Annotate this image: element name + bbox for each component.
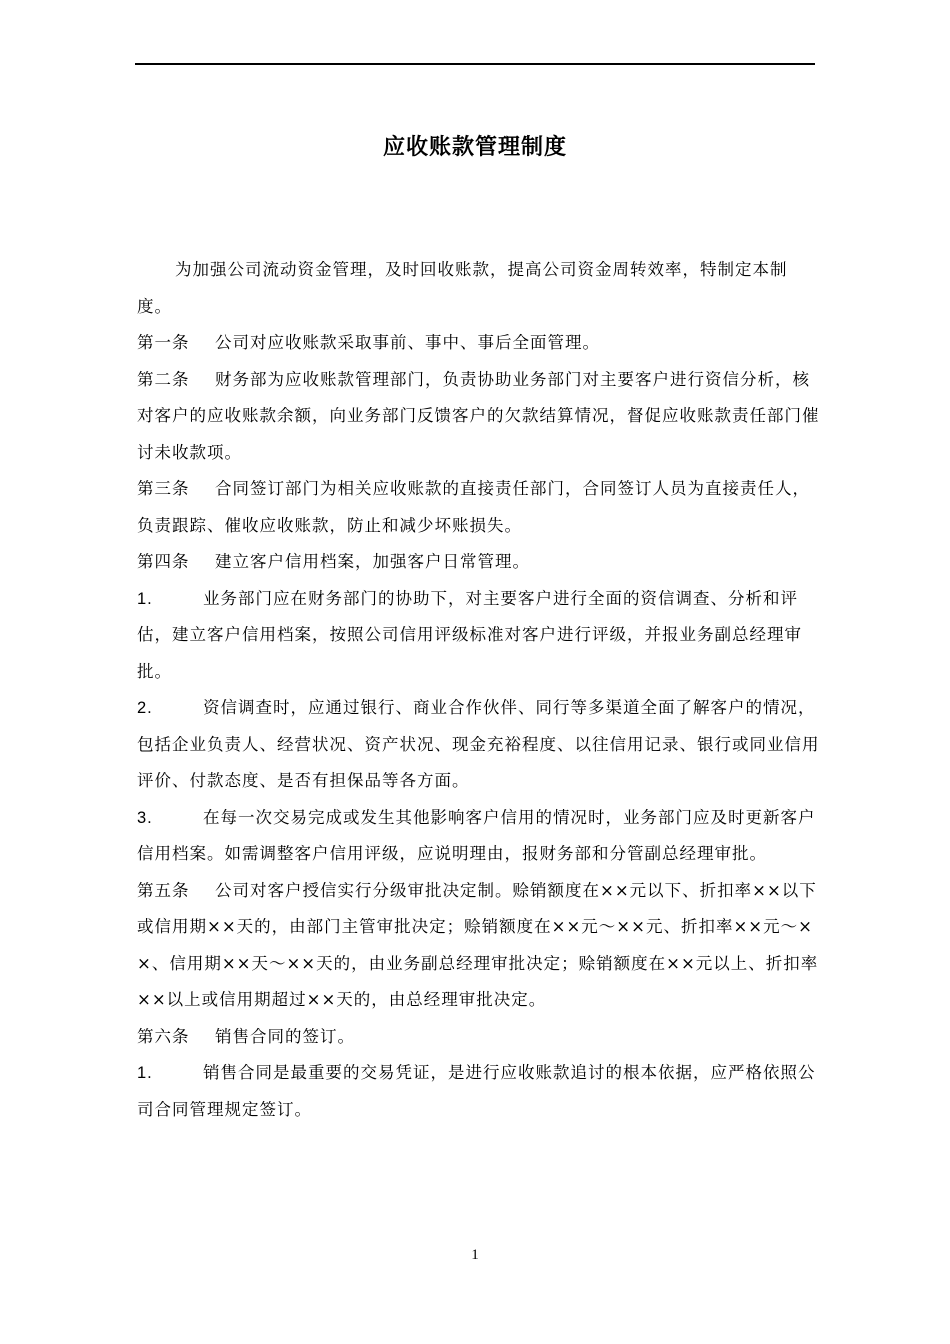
- item-number: 1.: [137, 1064, 153, 1082]
- article-label: 第三条: [137, 479, 190, 498]
- article-4: [137, 544, 822, 581]
- article-label: 第四条: [137, 552, 190, 571]
- article-4-item-3: [137, 800, 822, 873]
- article-label: 第五条: [137, 880, 190, 900]
- article-6: [137, 1019, 822, 1056]
- article-4-item-1: [137, 581, 822, 691]
- item-text: 业务部门应在财务部门的协助下，对主要客户进行全面的资信调查、分析和评估，建立客户信用档案，按照公司信用评级标准对客户进行评级，并报业务副总经理审批。: [137, 588, 802, 681]
- article-1: [137, 325, 822, 362]
- article-text: 合同签订部门为相关应收账款的直接责任部门，合同签订人员为直接责任人，负责跟踪、催收应收账款，防止和减少坏账损失。: [137, 479, 810, 535]
- article-text: 公司对客户授信实行分级审批决定制。赊销额度在××元以下、折扣率××以下或信用期××天的，由部门主管审批决定；赊销额度在××元～××元、折扣率××元～××、信用期××天～××天的，由业务副总经理审批决定；赊销额度在××元以上、折扣率××以上或信用期超过××天的，由总经理审批决定。: [137, 880, 819, 1009]
- article-label: 第二条: [137, 369, 190, 389]
- page-number: 1: [471, 1247, 479, 1263]
- item-number: 2.: [137, 699, 153, 717]
- article-2: [137, 362, 822, 472]
- article-4-item-2: [137, 690, 822, 800]
- article-label: 第六条: [137, 1026, 190, 1046]
- item-text: 资信调查时，应通过银行、商业合作伙伴、同行等多渠道全面了解客户的情况，包括企业负责人、经营状况、资产状况、现金充裕程度、以往信用记录、银行或同业信用评价、付款态度、是否有担保品等各方面。: [137, 698, 820, 790]
- item-text: 在每一次交易完成或发生其他影响客户信用的情况时，业务部门应及时更新客户信用档案。如需调整客户信用评级，应说明理由，报财务部和分管副总经理审批。: [137, 807, 816, 863]
- document-title: 应收账款管理制度: [382, 135, 567, 160]
- article-label: 第一条: [137, 333, 190, 352]
- document-body: [137, 252, 822, 1128]
- article-5: [137, 873, 822, 1019]
- article-text: 财务部为应收账款管理部门，负责协助业务部门对主要客户进行资信分析，核对客户的应收账款余额，向业务部门反馈客户的欠款结算情况，督促应收账款责任部门催讨未收款项。: [137, 369, 820, 462]
- item-text: 销售合同是最重要的交易凭证，是进行应收账款追讨的根本依据，应严格依照公司合同管理规定签订。: [137, 1063, 816, 1119]
- article-text: 公司对应收账款采取事前、事中、事后全面管理。: [215, 333, 600, 352]
- article-text: 销售合同的签订。: [215, 1026, 355, 1046]
- item-number: 1.: [137, 589, 153, 608]
- article-text: 建立客户信用档案，加强客户日常管理。: [215, 552, 530, 571]
- header-rule: [135, 63, 815, 65]
- intro-paragraph: 为加强公司流动资金管理，及时回收账款，提高公司资金周转效率，特制定本制度。: [137, 260, 788, 316]
- article-6-item-1: [137, 1055, 822, 1128]
- item-number: 3.: [137, 808, 153, 827]
- article-3: [137, 471, 822, 544]
